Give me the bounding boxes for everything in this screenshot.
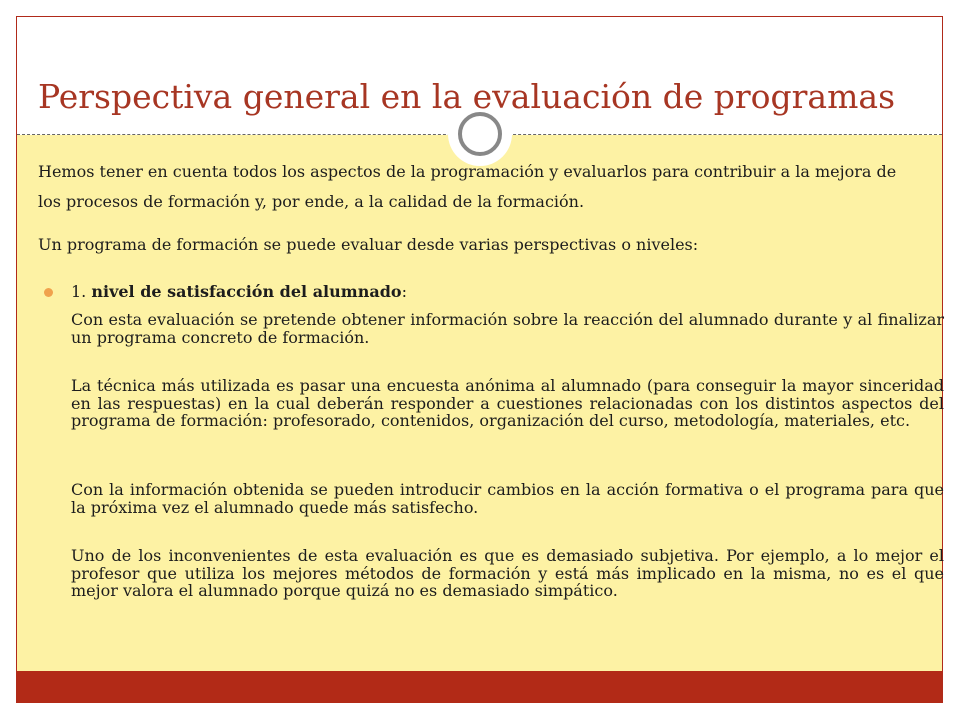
body-paragraph: Con esta evaluación se pretende obtener información sobre la reacción del alumnado durante y al finalizar un programa concreto de formación.: [71, 310, 944, 347]
body-paragraph: Uno de los inconvenientes de esta evaluación es que es demasiado subjetiva. Por ejemplo, a lo mejor el profesor que utiliza los mejores métodos de formación y está más implicado en la misma, no es el que mejor valora el alumnado porque quizá no es demasiado simpático.: [71, 546, 944, 600]
ring-icon: [458, 112, 502, 156]
slide-title: Perspectiva general en la evaluación de programas: [38, 77, 896, 117]
body-paragraph: La técnica más utilizada es pasar una encuesta anónima al alumnado (para conseguir la mayor sinceridad en las respuestas) en la cual deberán responder a cuestiones relacionadas con los distintos aspectos del programa de formación: profesorado, contenidos, organización del curso, metodología, materiales, etc.: [71, 376, 944, 430]
footer-bar: [17, 671, 942, 703]
intro-paragraph: Hemos tener en cuenta todos los aspectos de la programación y evaluarlos para contribuir a la mejora de los procesos de formación y, por ende, a la calidad de la formación.: [38, 162, 897, 211]
body-paragraph: Con la información obtenida se pueden introducir cambios en la acción formativa o el programa para que la próxima vez el alumnado quede más satisfecho.: [71, 480, 944, 517]
bullet-number: 1.: [71, 282, 92, 301]
bullet-suffix: :: [401, 282, 407, 301]
bullet-heading: nivel de satisfacción del alumnado: [91, 282, 402, 301]
bullet-dot-icon: [44, 288, 53, 297]
bullet-text: [71, 282, 407, 301]
levels-paragraph: Un programa de formación se puede evaluar desde varias perspectivas o niveles:: [38, 235, 699, 254]
